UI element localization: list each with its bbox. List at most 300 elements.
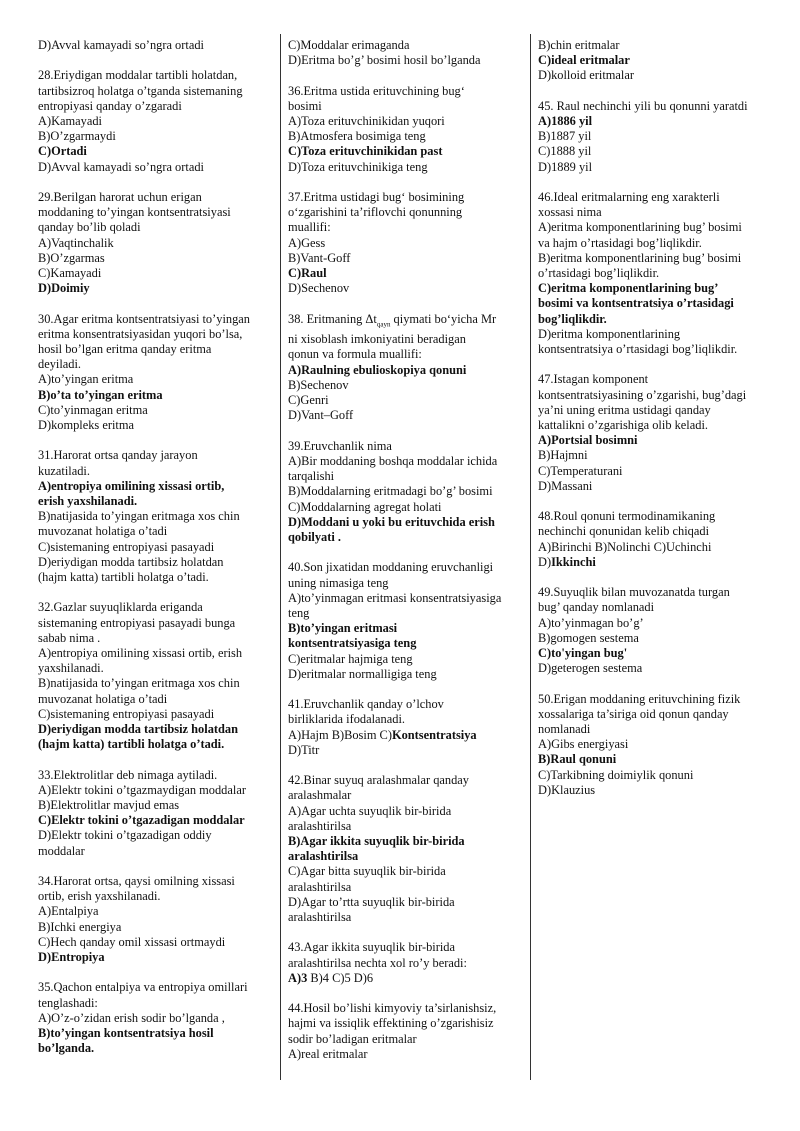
question-block bbox=[38, 768, 274, 859]
column-divider-2 bbox=[530, 34, 531, 1080]
text-line bbox=[288, 971, 524, 986]
block-spacer bbox=[538, 84, 770, 99]
question-block bbox=[288, 940, 524, 986]
text-line bbox=[288, 515, 524, 530]
line-text: D)Eritma bo’g’ bosimi hosil bo’lganda bbox=[288, 53, 481, 68]
line-text: ni xisoblash imkoniyatini beradigan bbox=[288, 332, 466, 347]
text-line bbox=[538, 737, 770, 752]
text-line bbox=[288, 236, 524, 251]
block-spacer bbox=[38, 53, 274, 68]
text-line bbox=[38, 540, 274, 555]
line-text: D)Elektr tokini o’tgazadigan oddiy bbox=[38, 828, 212, 843]
block-spacer bbox=[38, 585, 274, 600]
text-line bbox=[38, 935, 274, 950]
text-line bbox=[288, 773, 524, 788]
line-text: C)Toza erituvchinikidan past bbox=[288, 144, 443, 159]
text-line bbox=[288, 53, 524, 68]
line-text: C)Raul bbox=[288, 266, 327, 281]
line-text: C)Temperaturani bbox=[538, 463, 623, 478]
column-3 bbox=[538, 38, 770, 798]
text-line bbox=[38, 494, 274, 509]
question-block bbox=[288, 1001, 524, 1062]
line-text: deyiladi. bbox=[38, 357, 82, 372]
line-text: eritma konsentratsiyasidan yuqori bo’lsa, bbox=[38, 326, 243, 341]
line-text: erish yaxshilanadi. bbox=[38, 494, 138, 509]
text-line bbox=[38, 692, 274, 707]
text-line bbox=[38, 357, 274, 372]
line-text: D)Agar to’rtta suyuqlik bir-birida bbox=[288, 894, 455, 909]
text-line bbox=[538, 53, 770, 68]
text-line bbox=[538, 388, 770, 403]
text-line bbox=[538, 707, 770, 722]
text-line bbox=[538, 38, 770, 53]
line-text: o‘zgarishini ta’riflovchi qonunning bbox=[288, 205, 463, 220]
line-text: B)o’ta to’yingan eritma bbox=[38, 387, 163, 402]
text-line bbox=[288, 530, 524, 545]
line-text: D)Sechenov bbox=[288, 281, 350, 296]
block-spacer bbox=[288, 175, 524, 190]
line-text: xossalariga ta’siriga oid qonun qanday bbox=[538, 706, 729, 721]
text-line bbox=[538, 540, 770, 555]
line-text: xossasi nima bbox=[538, 205, 602, 220]
line-text: B)O’zgarmas bbox=[38, 250, 105, 265]
line-text: C)Agar bitta suyuqlik bir-birida bbox=[288, 864, 446, 879]
block-spacer bbox=[288, 68, 524, 83]
block-spacer bbox=[38, 965, 274, 980]
line-text: moddalar bbox=[38, 843, 85, 858]
line-text: 50.Erigan moddaning erituvchining fizik bbox=[538, 691, 741, 706]
line-text: kuzatiladi. bbox=[38, 463, 90, 478]
line-text: A)entropiya omilining xissasi ortib, erish bbox=[38, 646, 243, 661]
text-line bbox=[288, 560, 524, 575]
text-line bbox=[38, 661, 274, 676]
line-text: D)kolloid eritmalar bbox=[538, 68, 634, 83]
text-line bbox=[288, 312, 524, 333]
text-line bbox=[288, 910, 524, 925]
line-text: A)Entalpiya bbox=[38, 904, 99, 919]
line-text: entropiyasi qanday o’zgaradi bbox=[38, 98, 182, 113]
line-text: A)Gess bbox=[288, 235, 326, 250]
line-text: B)chin eritmalar bbox=[538, 38, 620, 52]
question-block bbox=[38, 448, 274, 585]
line-text: D)eritmalar normalligiga teng bbox=[288, 666, 437, 681]
text-line bbox=[288, 144, 524, 159]
text-line bbox=[538, 312, 770, 327]
text-line bbox=[288, 636, 524, 651]
text-line bbox=[288, 956, 524, 971]
line-text: D)Entropiya bbox=[38, 950, 105, 965]
line-text: C)to'yingan bug' bbox=[538, 646, 628, 661]
text-line bbox=[38, 68, 274, 83]
text-line bbox=[288, 849, 524, 864]
line-text: A)real eritmalar bbox=[288, 1046, 368, 1061]
line-text: birliklarida ifodalanadi. bbox=[288, 712, 405, 727]
text-line bbox=[288, 940, 524, 955]
line-text: 35.Qachon entalpiya va entropiya omillari bbox=[38, 980, 248, 995]
text-line bbox=[38, 84, 274, 99]
text-line bbox=[538, 281, 770, 296]
text-line bbox=[38, 372, 274, 387]
line-text: 42.Binar suyuq aralashmalar qanday bbox=[288, 773, 469, 788]
line-text: B)Agar ikkita suyuqlik bir-birida bbox=[288, 833, 465, 848]
line-text: sabab nima . bbox=[38, 630, 101, 645]
line-text: tarqalishi bbox=[288, 469, 335, 484]
line-text: B)Vant-Goff bbox=[288, 250, 351, 265]
question-block bbox=[38, 980, 274, 1056]
text-line bbox=[38, 464, 274, 479]
text-line bbox=[288, 1016, 524, 1031]
text-line bbox=[288, 743, 524, 758]
text-line bbox=[38, 388, 274, 403]
block-spacer bbox=[538, 494, 770, 509]
text-line bbox=[288, 576, 524, 591]
text-line bbox=[288, 880, 524, 895]
line-text: C)eritma komponentlarining bug’ bbox=[538, 281, 719, 296]
text-line bbox=[288, 363, 524, 378]
line-text: hosil bo’lgan eritma qanday eritma bbox=[38, 342, 212, 357]
text-line bbox=[538, 296, 770, 311]
question-block bbox=[38, 190, 274, 296]
line-text: 40.Son jixatidan moddaning eruvchanligi bbox=[288, 560, 494, 575]
text-line bbox=[38, 707, 274, 722]
line-text: B)natijasida to’yingan eritmaga xos chin bbox=[38, 676, 240, 691]
question-block bbox=[288, 773, 524, 925]
text-line bbox=[288, 454, 524, 469]
question-block bbox=[288, 697, 524, 758]
text-line bbox=[538, 144, 770, 159]
line-text: 44.Hosil bo’lishi kimyoviy ta’sirlanishsiz, bbox=[288, 1001, 497, 1016]
text-line bbox=[538, 448, 770, 463]
line-text: D)Massani bbox=[538, 478, 593, 493]
line-text: (hajm katta) tartibli holatga o’tadi. bbox=[38, 737, 225, 752]
line-text: kontsentratsiyasining o’zgarishi, bug’dagi bbox=[538, 387, 747, 402]
block-spacer bbox=[288, 296, 524, 311]
line-text: D)Avval kamayadi so’ngra ortadi bbox=[38, 159, 204, 174]
line-text: D)eritma komponentlarining bbox=[538, 326, 681, 341]
line-text: A)Portsial bosimni bbox=[538, 433, 638, 448]
text-line bbox=[538, 236, 770, 251]
line-text: A)Elektr tokini o’tgazmaydigan moddalar bbox=[38, 782, 246, 797]
line-text: 38. Eritmaning Δt bbox=[288, 311, 377, 326]
line-text: uning nimasiga teng bbox=[288, 575, 389, 590]
subscript-text: qayn bbox=[376, 320, 391, 329]
text-line bbox=[38, 844, 274, 859]
line-text: 30.Agar eritma kontsentratsiyasi to’yingan bbox=[38, 311, 250, 326]
text-line bbox=[38, 646, 274, 661]
line-text: 36.Eritma ustida erituvchining bug‘ bbox=[288, 83, 465, 98]
text-line bbox=[288, 667, 524, 682]
text-line bbox=[288, 1032, 524, 1047]
line-text: A)Kamayadi bbox=[38, 114, 102, 128]
text-line bbox=[288, 114, 524, 129]
text-line bbox=[538, 68, 770, 83]
line-text: D)eriydigan modda tartibsiz holatdan bbox=[38, 554, 224, 569]
line-text: A)O’z-o’zidan erish sodir bo’lganda , bbox=[38, 1010, 225, 1025]
text-line bbox=[38, 144, 274, 159]
text-line bbox=[288, 99, 524, 114]
text-line bbox=[38, 874, 274, 889]
text-line bbox=[288, 788, 524, 803]
text-line bbox=[38, 904, 274, 919]
block-spacer bbox=[538, 175, 770, 190]
text-line bbox=[538, 266, 770, 281]
text-line bbox=[288, 205, 524, 220]
text-line bbox=[538, 661, 770, 676]
line-text: A)Raulning ebulioskopiya qonuni bbox=[288, 362, 467, 377]
text-line bbox=[38, 327, 274, 342]
line-text: B)Moddalarning eritmadagi bo’g’ bosimi bbox=[288, 484, 493, 499]
question-block bbox=[38, 874, 274, 965]
line-text: 43.Agar ikkita suyuqlik bir-birida bbox=[288, 940, 455, 955]
text-line bbox=[38, 768, 274, 783]
line-text: D)1889 yil bbox=[538, 159, 593, 174]
line-text: moddaning to’yingan kontsentratsiyasi bbox=[38, 205, 231, 220]
line-text: C)sistemaning entropiyasi pasayadi bbox=[38, 706, 215, 721]
text-line bbox=[538, 479, 770, 494]
line-text: B)O’zgarmaydi bbox=[38, 129, 116, 144]
line-text: D)Doimiy bbox=[38, 281, 90, 296]
line-text: D)Moddani u yoki bu erituvchida erish bbox=[288, 514, 495, 529]
line-text: D)geterogen sestema bbox=[538, 661, 643, 676]
text-line bbox=[288, 1047, 524, 1062]
text-line bbox=[288, 712, 524, 727]
text-line bbox=[288, 819, 524, 834]
line-text: C)Genri bbox=[288, 393, 329, 408]
text-line bbox=[38, 114, 274, 129]
text-line bbox=[538, 251, 770, 266]
text-line bbox=[288, 591, 524, 606]
text-line bbox=[38, 1011, 274, 1026]
text-line bbox=[38, 251, 274, 266]
line-text: 47.Istagan komponent bbox=[538, 372, 649, 387]
question-block bbox=[288, 312, 524, 424]
text-line bbox=[38, 129, 274, 144]
block-spacer bbox=[38, 752, 274, 767]
line-text: bosimi va kontsentratsiya o’rtasidagi bbox=[538, 296, 734, 311]
line-text: 37.Eritma ustidagi bug‘ bosimining bbox=[288, 190, 465, 204]
column-divider-1 bbox=[280, 34, 281, 1080]
line-text: sodir bo’ladigan eritmalar bbox=[288, 1031, 417, 1046]
text-line bbox=[38, 980, 274, 995]
line-text: A)Birinchi B)Nolinchi C)Uchinchi bbox=[538, 539, 712, 554]
line-text: qanday bo’lib qoladi bbox=[38, 220, 141, 235]
line-text: va hajm o’rtasidagi bog’liqlikdir. bbox=[538, 235, 702, 250]
text-line bbox=[288, 190, 524, 205]
line-text: tartibsizroq holatga o’tganda sistemaning bbox=[38, 83, 243, 98]
block-spacer bbox=[288, 758, 524, 773]
text-line bbox=[288, 332, 524, 347]
line-text: muvozanat holatiga o’tadi bbox=[38, 524, 168, 539]
text-line bbox=[38, 38, 274, 53]
text-line bbox=[288, 834, 524, 849]
text-line bbox=[288, 266, 524, 281]
line-text: bo’lganda. bbox=[38, 1041, 95, 1056]
text-line bbox=[538, 190, 770, 205]
text-line bbox=[538, 205, 770, 220]
line-text: kontsentratsiya o’rtasidagi bog’liqlikdir. bbox=[538, 342, 738, 357]
text-line bbox=[288, 728, 524, 743]
line-text: D)Vant–Goff bbox=[288, 408, 354, 423]
line-text-tail: qiymati bo‘yicha Mr bbox=[390, 311, 497, 326]
line-text: bog’liqlikdir. bbox=[538, 311, 607, 326]
text-line bbox=[38, 160, 274, 175]
text-line bbox=[38, 448, 274, 463]
line-text: A)1886 yil bbox=[538, 114, 593, 128]
text-line bbox=[288, 84, 524, 99]
text-line bbox=[38, 1041, 274, 1056]
line-text: C)Moddalarning agregat holati bbox=[288, 499, 442, 514]
line-text: C)1888 yil bbox=[538, 144, 592, 159]
text-line bbox=[288, 500, 524, 515]
line-text: 41.Eruvchanlik qanday o’lchov bbox=[288, 697, 444, 712]
line-text: hajmi va issiqlik effektining o’zgarishisiz bbox=[288, 1016, 494, 1031]
question-block bbox=[538, 509, 770, 570]
line-text: A)Vaqtinchalik bbox=[38, 235, 114, 250]
line-text: ya’ni uning eritma ustidagi qanday bbox=[538, 402, 711, 417]
text-line bbox=[38, 950, 274, 965]
text-line bbox=[38, 281, 274, 296]
text-line bbox=[38, 996, 274, 1011]
text-line bbox=[38, 524, 274, 539]
text-line bbox=[538, 129, 770, 144]
text-line bbox=[288, 251, 524, 266]
line-text: aralashtirilsa bbox=[288, 818, 352, 833]
line-text: B)eritma komponentlarining bug’ bosimi bbox=[538, 250, 742, 265]
line-text: nomlanadi bbox=[538, 722, 591, 737]
line-text: 29.Berilgan harorat uchun erigan bbox=[38, 190, 202, 204]
text-line bbox=[288, 281, 524, 296]
text-line bbox=[538, 692, 770, 707]
text-line bbox=[288, 439, 524, 454]
line-text: B)Elektrolitlar mavjud emas bbox=[38, 798, 180, 813]
text-line bbox=[538, 327, 770, 342]
line-text: aralashtirilsa nechta xol ro’y beradi: bbox=[288, 955, 467, 970]
text-line bbox=[538, 585, 770, 600]
line-text: C)Kamayadi bbox=[38, 266, 102, 281]
text-line bbox=[538, 768, 770, 783]
line-text: 46.Ideal eritmalarning eng xarakterli bbox=[538, 190, 720, 204]
text-line bbox=[38, 509, 274, 524]
text-line bbox=[288, 652, 524, 667]
text-line bbox=[538, 342, 770, 357]
text-line bbox=[38, 205, 274, 220]
line-text: C)sistemaning entropiyasi pasayadi bbox=[38, 539, 215, 554]
text-line bbox=[538, 418, 770, 433]
text-line bbox=[38, 783, 274, 798]
bold-answer-text: Ikkinchi bbox=[551, 554, 596, 569]
line-text: 48.Roul qonuni termodinamikaning bbox=[538, 509, 716, 524]
text-line bbox=[288, 220, 524, 235]
question-block bbox=[38, 68, 274, 174]
text-line bbox=[538, 220, 770, 235]
text-line bbox=[288, 408, 524, 423]
block-spacer bbox=[288, 925, 524, 940]
text-line bbox=[38, 616, 274, 631]
column-1 bbox=[38, 38, 274, 1056]
line-text: ortib, erish yaxshilanadi. bbox=[38, 889, 161, 904]
line-text: A)entropiya omilining xissasi ortib, bbox=[38, 478, 225, 493]
line-text: D)Klauzius bbox=[538, 782, 596, 797]
line-text: B)to’yingan eritmasi bbox=[288, 621, 398, 636]
text-line bbox=[38, 220, 274, 235]
line-text: B)Ichki energiya bbox=[38, 919, 122, 934]
question-block bbox=[288, 190, 524, 296]
line-text: A)eritma komponentlarining bug’ bosimi bbox=[538, 220, 742, 235]
question-block bbox=[538, 38, 770, 84]
text-line bbox=[538, 646, 770, 661]
line-text: D)Avval kamayadi so’ngra ortadi bbox=[38, 38, 204, 52]
text-line bbox=[538, 509, 770, 524]
line-text: teng bbox=[288, 605, 310, 620]
block-spacer bbox=[288, 545, 524, 560]
block-spacer bbox=[38, 175, 274, 190]
line-text: sistemaning entropiyasi pasayadi bunga bbox=[38, 615, 236, 630]
line-text: D)kompleks eritma bbox=[38, 418, 135, 433]
block-spacer bbox=[38, 859, 274, 874]
text-line bbox=[538, 600, 770, 615]
text-line bbox=[538, 722, 770, 737]
text-line bbox=[38, 798, 274, 813]
line-text: C)Moddalar erimaganda bbox=[288, 38, 410, 52]
text-line bbox=[38, 1026, 274, 1041]
text-line bbox=[288, 697, 524, 712]
line-text: A)Toza erituvchinikidan yuqori bbox=[288, 114, 445, 128]
line-text: 49.Suyuqlik bilan muvozanatda turgan bbox=[538, 585, 730, 600]
line-text: A)Hajm B)Bosim C) bbox=[288, 727, 392, 742]
line-text: aralashmalar bbox=[288, 788, 352, 803]
line-text: kattalikni o’zgarishiga olib keladi. bbox=[538, 418, 708, 433]
text-line bbox=[38, 555, 274, 570]
text-line bbox=[38, 600, 274, 615]
text-line bbox=[288, 160, 524, 175]
text-line bbox=[38, 479, 274, 494]
line-text: kontsentratsiyasiga teng bbox=[288, 636, 417, 651]
line-text: 33.Elektrolitlar deb nimaga aytiladi. bbox=[38, 767, 218, 782]
text-line bbox=[288, 469, 524, 484]
question-block bbox=[538, 99, 770, 175]
text-line bbox=[38, 312, 274, 327]
question-block bbox=[538, 190, 770, 357]
bold-answer-text: Kontsentratsiya bbox=[391, 727, 477, 742]
text-line bbox=[38, 266, 274, 281]
text-line bbox=[538, 114, 770, 129]
text-line bbox=[38, 418, 274, 433]
text-line bbox=[38, 570, 274, 585]
line-text: 45. Raul nechinchi yili bu qonunni yaratdi bbox=[538, 98, 748, 113]
line-text: A)Bir moddaning boshqa moddalar ichida bbox=[288, 453, 498, 468]
text-line bbox=[38, 99, 274, 114]
bold-answer-text: A)3 bbox=[288, 970, 308, 985]
line-text: B)Sechenov bbox=[288, 377, 349, 392]
question-block bbox=[38, 38, 274, 53]
line-text: A)Agar uchta suyuqlik bir-birida bbox=[288, 803, 452, 818]
line-text: 34.Harorat ortsa, qaysi omilning xissasi bbox=[38, 874, 235, 889]
line-text: bosimi bbox=[288, 98, 322, 113]
line-text: B)gomogen sestema bbox=[538, 630, 639, 645]
line-text: C)Elektr tokini o’tgazadigan moddalar bbox=[38, 813, 245, 828]
line-text: D)Titr bbox=[288, 742, 320, 757]
line-text: A)to’yinmagan eritmasi konsentratsiyasiga bbox=[288, 590, 502, 605]
text-line bbox=[288, 378, 524, 393]
text-line bbox=[288, 1001, 524, 1016]
column-2 bbox=[288, 38, 524, 1062]
text-line bbox=[538, 403, 770, 418]
line-text: 32.Gazlar suyuqliklarda eriganda bbox=[38, 600, 203, 615]
question-block bbox=[38, 600, 274, 752]
line-text: aralashtirilsa bbox=[288, 909, 352, 924]
block-spacer bbox=[38, 433, 274, 448]
line-text: B)Raul qonuni bbox=[538, 752, 617, 767]
